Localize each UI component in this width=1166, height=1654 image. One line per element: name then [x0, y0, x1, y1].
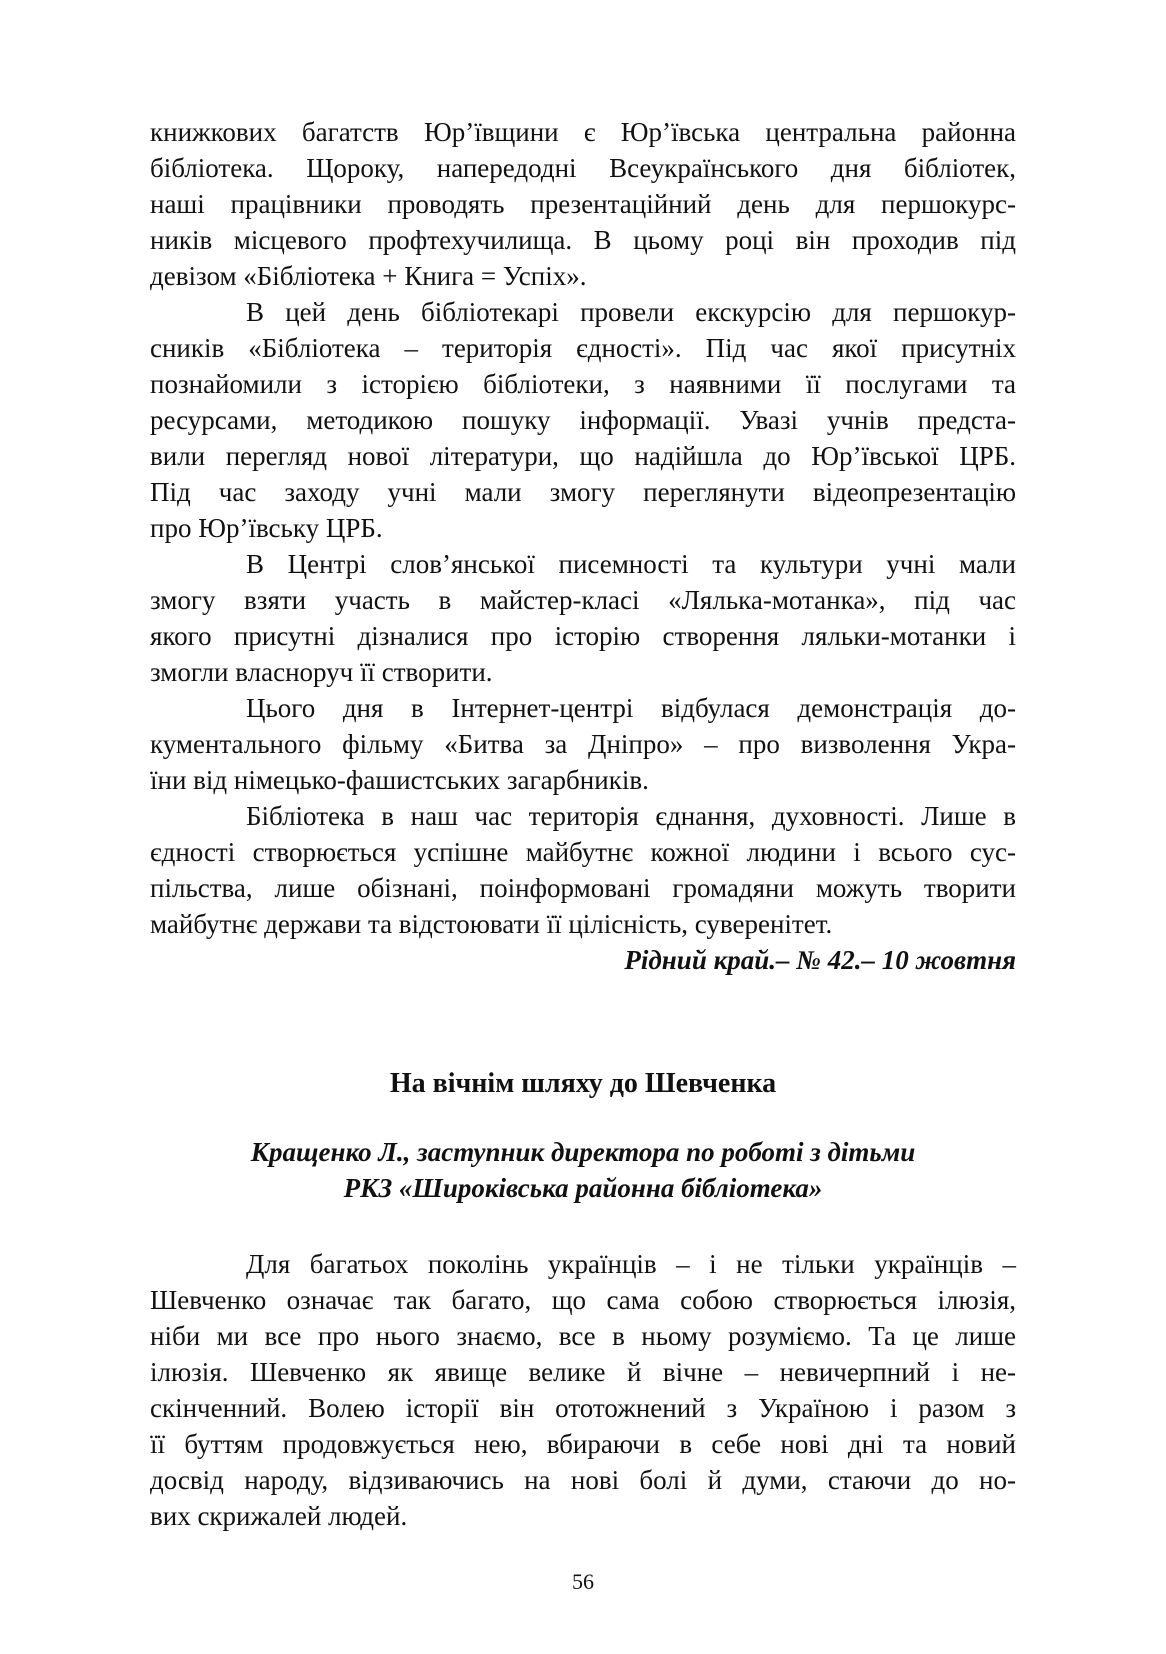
author-line: Кращенко Л., заступник директора по роботі з дітьми	[250, 1137, 916, 1167]
text-line: вих скрижалей людей.	[150, 1501, 408, 1531]
text-line: девізом «Бібліотека + Книга = Успіх».	[150, 261, 587, 291]
page-content	[150, 114, 1016, 1534]
text-line: познайомили з історією бібліотеки, з наявними її послугами та	[150, 369, 1016, 399]
text-line: якого присутні дізналися про історію створення ляльки-мотанки і	[150, 621, 1016, 651]
paragraph	[150, 294, 1016, 546]
article-title: На вічнім шляху до Шевченка	[389, 1068, 777, 1099]
text-line: В цей день бібліотекарі провели екскурсію для першокур-	[246, 297, 1016, 327]
text-line: змогу взяти участь в майстер-класі «Лялька-мотанка», під час	[150, 585, 1016, 615]
paragraph	[150, 114, 1016, 294]
text-line: кументального фільму «Битва за Дніпро» – про визволення Укра-	[150, 729, 1016, 759]
paragraph	[150, 798, 1016, 942]
text-line: Цього дня в Інтернет-центрі відбулася демонстрація до-	[246, 693, 1016, 723]
text-line: ників місцевого профтехучилища. В цьому році він проходив під	[150, 225, 1016, 255]
article-body-2	[150, 1246, 1016, 1534]
article-body-1	[150, 114, 1016, 978]
text-line: Під час заходу учні мали змогу переглянути відеопрезентацію	[150, 477, 1016, 507]
source-citation: Рідний край.– № 42.– 10 жовтня	[624, 945, 1016, 975]
text-line: книжкових багатств Юр’ївщини є Юр’ївська центральна районна	[150, 117, 1016, 147]
text-line: Шевченко означає так багато, що сама собою створюється ілюзія,	[150, 1285, 1016, 1315]
text-line: досвід народу, відзиваючись на нові болі й думи, стаючи до но-	[150, 1465, 1016, 1495]
text-line: ніби ми все про нього знаємо, все в ньому розуміємо. Та це лише	[150, 1321, 1016, 1351]
text-line: змогли власноруч її створити.	[150, 657, 493, 687]
text-line: пільства, лише обізнані, поінформовані громадяни можуть творити	[150, 873, 1016, 903]
text-line: єдності створюється успішне майбутнє кожної людини і всього сус-	[150, 837, 1016, 867]
text-line: ілюзія. Шевченко як явище велике й вічне – невичерпний і не-	[150, 1357, 1016, 1387]
text-line: їни від німецько-фашистських загарбників.	[150, 765, 649, 795]
text-line: Для багатьох поколінь українців – і не тільки українців –	[246, 1249, 1016, 1279]
text-line: ресурсами, методикою пошуку інформації. Увазі учнів предста-	[150, 405, 1016, 435]
text-line: бібліотека. Щороку, напередодні Всеукраїнського дня бібліотек,	[150, 153, 1016, 183]
author-line: РКЗ «Широківська районна бібліотека»	[343, 1173, 823, 1203]
text-line: вили перегляд нової літератури, що надійшла до Юр’ївської ЦРБ.	[150, 441, 1016, 471]
paragraph	[150, 546, 1016, 690]
text-line: Бібліотека в наш час територія єднання, духовності. Лише в	[246, 801, 1016, 831]
text-line: сників «Бібліотека – територія єдності». Під час якої присутніх	[150, 333, 1016, 363]
page-number: 56	[572, 1569, 594, 1594]
text-line: наші працівники проводять презентаційний день для першокурс-	[150, 189, 1016, 219]
author-block	[150, 1134, 1016, 1206]
paragraph	[150, 690, 1016, 798]
text-line: майбутнє держави та відстоювати її цілісність, суверенітет.	[150, 909, 833, 939]
paragraph	[150, 1246, 1016, 1534]
text-line: В Центрі слов’янської писемності та культури учні мали	[246, 549, 1016, 579]
text-line: скінченний. Волею історії він ототожнений з Україною і разом з	[150, 1393, 1016, 1423]
text-line: її буттям продовжується нею, вбираючи в себе нові дні та новий	[150, 1429, 1016, 1459]
text-line: про Юр’ївську ЦРБ.	[150, 513, 383, 543]
